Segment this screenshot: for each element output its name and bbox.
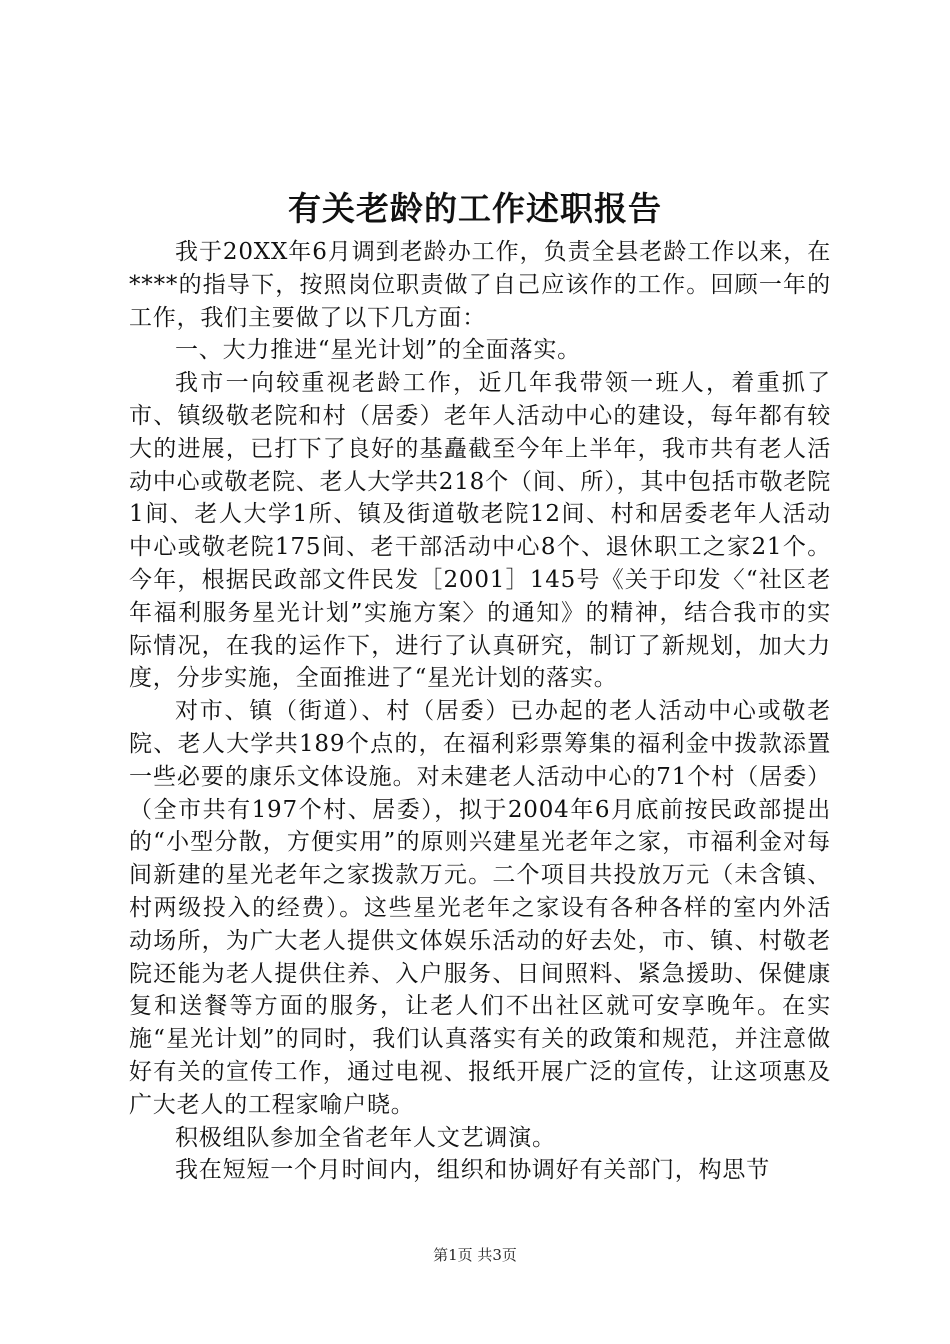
paragraph-heading-two: 积极组队参加全省老年人文艺调演。	[175, 1124, 556, 1151]
page-number-footer: 第1页 共3页	[433, 1246, 517, 1264]
paragraph-intro: 我于20XX年6月调到老龄办工作，负责全县老龄工作以来，在****的指导下，按照岗位职责做了自己应该作的工作。回顾一年的工作，我们主要做了以下几方面：	[129, 239, 831, 331]
document-title: 有关老龄的工作述职报告	[288, 189, 662, 228]
paragraph-funding: 对市、镇（街道）、村（居委）已办起的老人活动中心或敬老院、老人大学共189个点的，在福利彩票筹集的福利金中拨款添置一些必要的康乐文体设施。对未建老人活动中心的71个村（居委）（全市共有197个村、居委），拟于2004年6月底前按民政部提出的“小型分散，方便实用”的原则兴建星光老年之家，市福利金对每间新建的星光老年之家拨款万元。二个项目共投放万元（未含镇、村两级投入的经费）。这些星光老年之家设有各种各样的室内外活动场所，为广大老人提供文体娱乐活动的好去处，市、镇、村敬老院还能为老人提供住养、入户服务、日间照料、紧急援助、保健康复和送餐等方面的服务，让老人们不出社区就可安享晚年。在实施“星光计划”的同时，我们认真落实有关的政策和规范，并注意做好有关的宣传工作，通过电视、报纸开展广泛的宣传，让这项惠及广大老人的工程家喻户晓。	[129, 698, 831, 1118]
paragraph-performance: 我在短短一个月时间内，组织和协调好有关部门，构思节	[175, 1157, 770, 1184]
document-body	[129, 236, 831, 1187]
paragraph-facilities: 我市一向较重视老龄工作，近几年我带领一班人，着重抓了市、镇级敬老院和村（居委）老年人活动中心的建设，每年都有较大的进展，已打下了良好的基矗截至今年上半年，我市共有老人活动中心或敬老院、老人大学共218个（间、所），其中包括市敬老院1间、老人大学1所、镇及街道敬老院12间、村和居委老年人活动中心或敬老院175间、老干部活动中心8个、退休职工之家21个。今年，根据民政部文件民发［2001］145号《关于印发〈“社区老年福利服务星光计划”实施方案〉的通知》的精神，结合我市的实际情况，在我的运作下，进行了认真研究，制订了新规划，加大力度，分步实施，全面推进了“星光计划的落实。	[129, 370, 831, 692]
paragraph-heading-one: 一、大力推进“星光计划”的全面落实。	[175, 337, 581, 364]
